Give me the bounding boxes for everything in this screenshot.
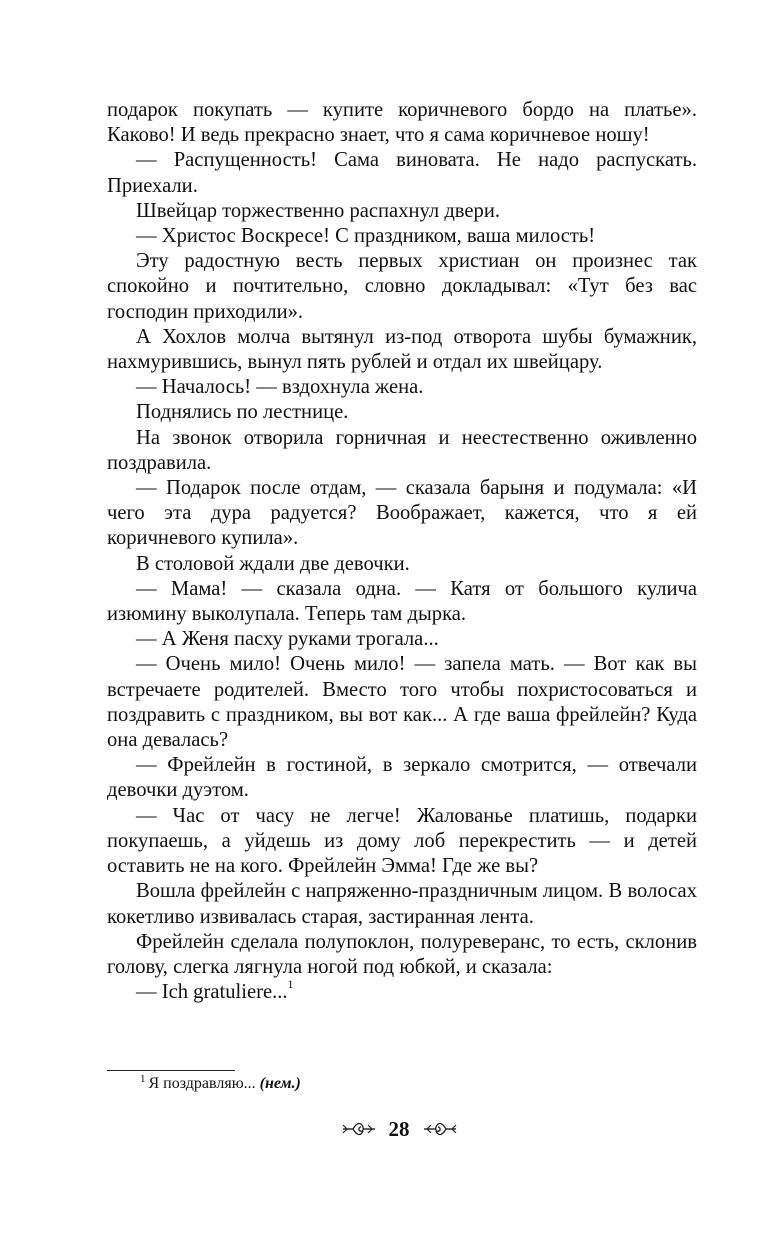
footnote-reference[interactable]: 1 (287, 977, 294, 992)
footnote-mark: 1 (140, 1072, 146, 1085)
paragraph-16: — Час от часу не легче! Жалованье платишь, подарки покупаешь, а уйдешь из дому лоб перекрестить — и детей оставить не на кого. Фрейлейн Эмма! Где же вы? (107, 804, 697, 878)
page-number: 28 (388, 1116, 410, 1141)
last-line-text: — Ich gratuliere... (136, 981, 288, 1004)
paragraph-2: — Распущенность! Сама виновата. Не надо распускать. Приехали. (107, 149, 697, 197)
paragraph-11: В столовой ждали две девочки. (136, 552, 410, 575)
paragraph-7: — Началось! — вздохнула жена. (136, 376, 424, 399)
ornament-right-icon (422, 1119, 458, 1139)
ornament-left-icon (341, 1119, 377, 1139)
paragraph-5: Эту радостную весть первых христиан он произнес так спокойно и почтительно, словно докладывал: «Тут без вас господин приходили». (107, 250, 697, 323)
paragraph-15: — Фрейлейн в гостиной, в зеркало смотрится, — отвечали девочки дуэтом. (107, 754, 697, 802)
footnote (140, 1072, 301, 1093)
paragraph-12: — Мама! — сказала одна. — Катя от большого кулича изюмину выколупала. Теперь там дырка. (107, 577, 697, 626)
paragraph-17: Вошла фрейлейн с напряженно-праздничным лицом. В волосах кокетливо извивалась старая, застиранная лента. (107, 880, 697, 928)
paragraph-4: — Христос Воскресе! С праздником, ваша милость! (136, 225, 596, 248)
paragraph-13: — А Женя пасху руками трогала... (136, 628, 439, 651)
paragraph-19 (107, 977, 697, 1005)
footnote-text: Я поздравляю... (148, 1075, 256, 1092)
paragraph-14: — Очень мило! Очень мило! — запела мать. — Вот как вы встречаете родителей. Вместо того чтобы похристосоваться и поздравить с праздником, вы вот как... А где ваша фрейлейн? Куда она девалась? (107, 653, 697, 752)
main-text (107, 98, 697, 1005)
page-folio (334, 1113, 464, 1145)
paragraph-9: На звонок отворила горничная и неестественно оживленно поздравила. (107, 426, 697, 474)
paragraph-18: Фрейлейн сделала полупоклон, полуреверанс, то есть, склонив голову, слегка лягнула ногой под юбкой, и сказала: (107, 930, 697, 978)
footnote-language: (нем.) (259, 1075, 301, 1092)
paragraph-8: Поднялись по лестнице. (136, 401, 349, 424)
footnote-divider (107, 1070, 235, 1071)
paragraph-1: подарок покупать — купите коричневого бордо на платье». Каково! И ведь прекрасно знает, что я сама коричневое ношу! (107, 99, 697, 147)
paragraph-6: А Хохлов молча вытянул из-под отворота шубы бумажник, нахмурившись, вынул пять рублей и отдал их швейцару. (107, 325, 697, 374)
paragraph-10: — Подарок после отдам, — сказала барыня и подумала: «И чего эта дура радуется? Воображает, кажется, что я ей коричневого купила». (107, 477, 697, 550)
paragraph-3: Швейцар торжественно распахнул двери. (136, 199, 501, 222)
